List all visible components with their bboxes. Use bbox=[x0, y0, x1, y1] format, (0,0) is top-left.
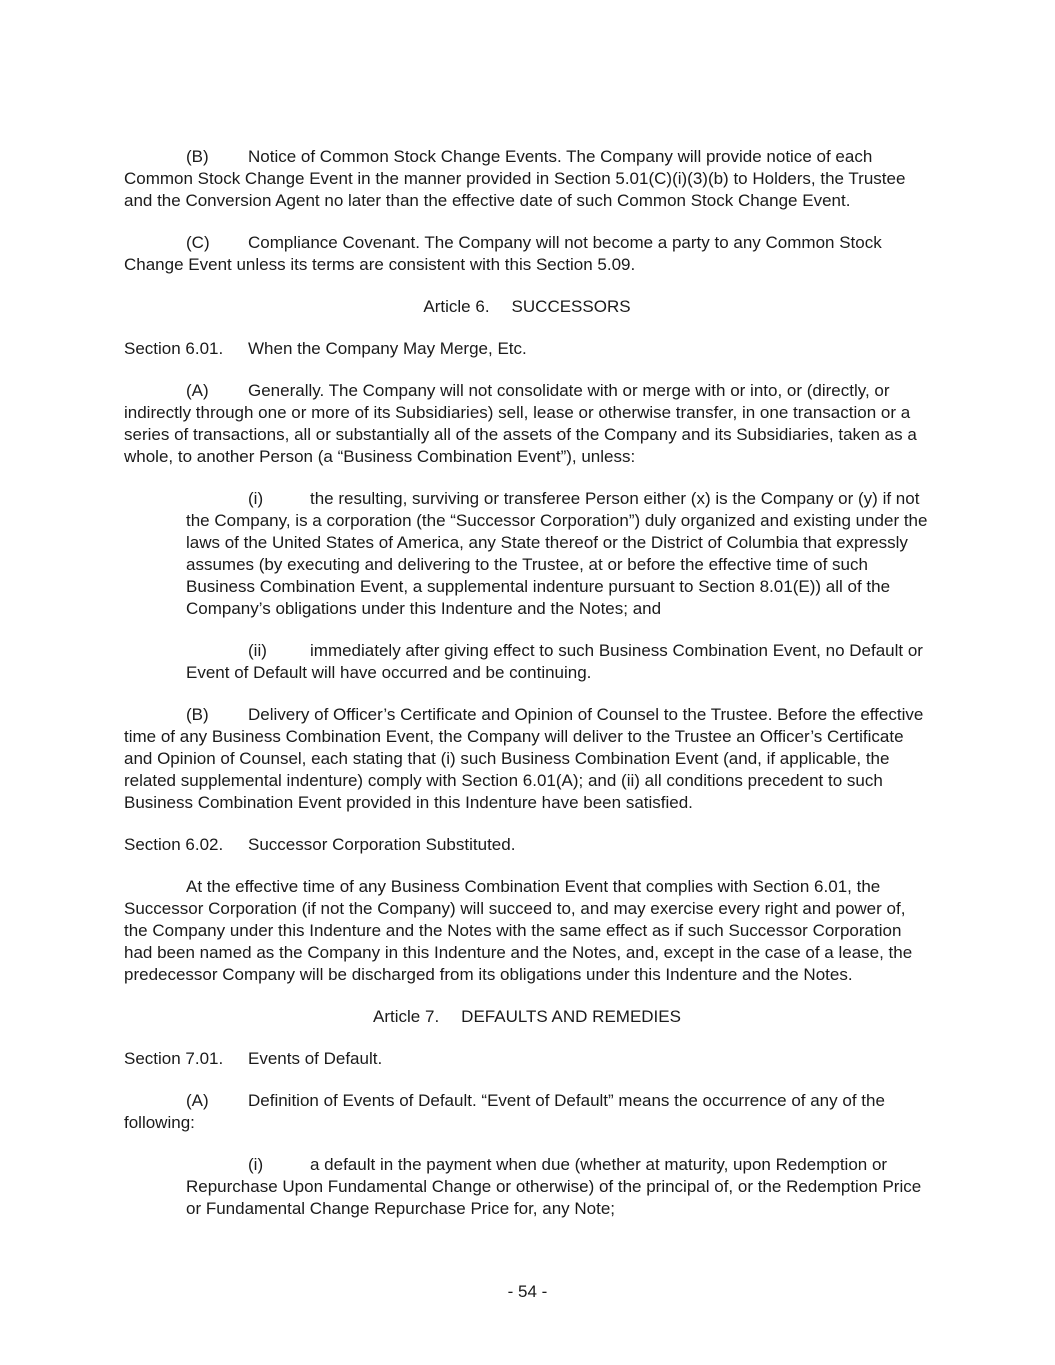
paragraph-a-definition bbox=[124, 1090, 930, 1134]
paragraph-text: the resulting, surviving or transferee Person either (x) is the Company or (y) if not the Company, is a corporation (the “Successor Corporation”) duly organized and existing under the laws of the United States of America, any State thereof or the District of Columbia that expressly assumes (by executing and delivering to the Trustee, at or before the effective time of such Business Combination Event, a supplemental indenture pursuant to Section 8.01(E)) all of the Company’s obligations under this Indenture and the Notes; and bbox=[186, 489, 928, 618]
paragraph-label: (ii) bbox=[248, 641, 267, 660]
section-title: Successor Corporation Substituted. bbox=[248, 835, 516, 854]
paragraph-label: (i) bbox=[248, 1155, 264, 1174]
section-title: When the Company May Merge, Etc. bbox=[248, 339, 527, 358]
article-6-heading bbox=[124, 296, 930, 318]
paragraph-text: Definition of Events of Default. “Event of Default” means the occurrence of any of the following: bbox=[124, 1091, 885, 1132]
paragraph-a-generally bbox=[124, 380, 930, 468]
article-7-heading bbox=[124, 1006, 930, 1028]
section-number: Section 6.02. bbox=[124, 835, 224, 854]
section-7-01-heading bbox=[124, 1048, 930, 1070]
page-number: - 54 - bbox=[507, 1282, 548, 1301]
paragraph-c-compliance bbox=[124, 232, 930, 276]
paragraph-label: (A) bbox=[186, 381, 209, 400]
paragraph-label: (B) bbox=[186, 705, 209, 724]
paragraph-label: (i) bbox=[248, 489, 264, 508]
paragraph-b-notice bbox=[124, 146, 930, 212]
paragraph-label: (B) bbox=[186, 147, 209, 166]
article-number: Article 6. bbox=[423, 297, 490, 316]
paragraph-effective-time bbox=[124, 876, 930, 986]
paragraph-text: a default in the payment when due (whether at maturity, upon Redemption or Repurchase Upon Fundamental Change or otherwise) of the principal of, or the Redemption Price or Fundamental Change Repurchase Price for, any Note; bbox=[186, 1155, 922, 1218]
paragraph-ii-immediately bbox=[186, 640, 930, 684]
paragraph-text: Delivery of Officer’s Certificate and Opinion of Counsel to the Trustee. Before the effective time of any Business Combination Event, the Company will deliver to the Trustee an Officer’s Certificate and Opinion of Counsel, each stating that (i) such Business Combination Event (and, if applicable, the related supplemental indenture) comply with Section 6.01(A); and (ii) all conditions precedent to such Business Combination Event provided in this Indenture have been satisfied. bbox=[124, 705, 924, 812]
section-title: Events of Default. bbox=[248, 1049, 383, 1068]
paragraph-b-delivery bbox=[124, 704, 930, 814]
paragraph-label: (A) bbox=[186, 1091, 209, 1110]
paragraph-i-default bbox=[186, 1154, 930, 1220]
article-title: DEFAULTS AND REMEDIES bbox=[461, 1007, 681, 1026]
document-page bbox=[124, 146, 930, 1240]
paragraph-text: Notice of Common Stock Change Events. The Company will provide notice of each Common Stock Change Event in the manner provided in Section 5.01(C)(i)(3)(b) to Holders, the Trustee and the Conversion Agent no later than the effective date of such Common Stock Change Event. bbox=[124, 147, 906, 210]
paragraph-text: immediately after giving effect to such Business Combination Event, no Default or Event of Default will have occurred and be continuing. bbox=[186, 641, 923, 682]
section-number: Section 6.01. bbox=[124, 339, 224, 358]
section-6-02-heading bbox=[124, 834, 930, 856]
paragraph-text: At the effective time of any Business Combination Event that complies with Section 6.01, the Successor Corporation (if not the Company) will succeed to, and may exercise every right and power of, the Company under this Indenture and the Notes with the same effect as if such Successor Corporation had been named as the Company in this Indenture and the Notes, and, except in the case of a lease, the predecessor Company will be discharged from its obligations under this Indenture and the Notes. bbox=[124, 877, 913, 984]
paragraph-text: Compliance Covenant. The Company will not become a party to any Common Stock Change Event unless its terms are consistent with this Section 5.09. bbox=[124, 233, 882, 274]
paragraph-i-resulting bbox=[186, 488, 930, 620]
section-6-01-heading bbox=[124, 338, 930, 360]
article-number: Article 7. bbox=[373, 1007, 440, 1026]
paragraph-label: (C) bbox=[186, 233, 210, 252]
paragraph-text: Generally. The Company will not consolidate with or merge with or into, or (directly, or indirectly through one or more of its Subsidiaries) sell, lease or otherwise transfer, in one transaction or a series of transactions, all or substantially all of the assets of the Company and its Subsidiaries, taken as a whole, to another Person (a “Business Combination Event”), unless: bbox=[124, 381, 917, 466]
section-number: Section 7.01. bbox=[124, 1049, 224, 1068]
article-title: SUCCESSORS bbox=[511, 297, 631, 316]
